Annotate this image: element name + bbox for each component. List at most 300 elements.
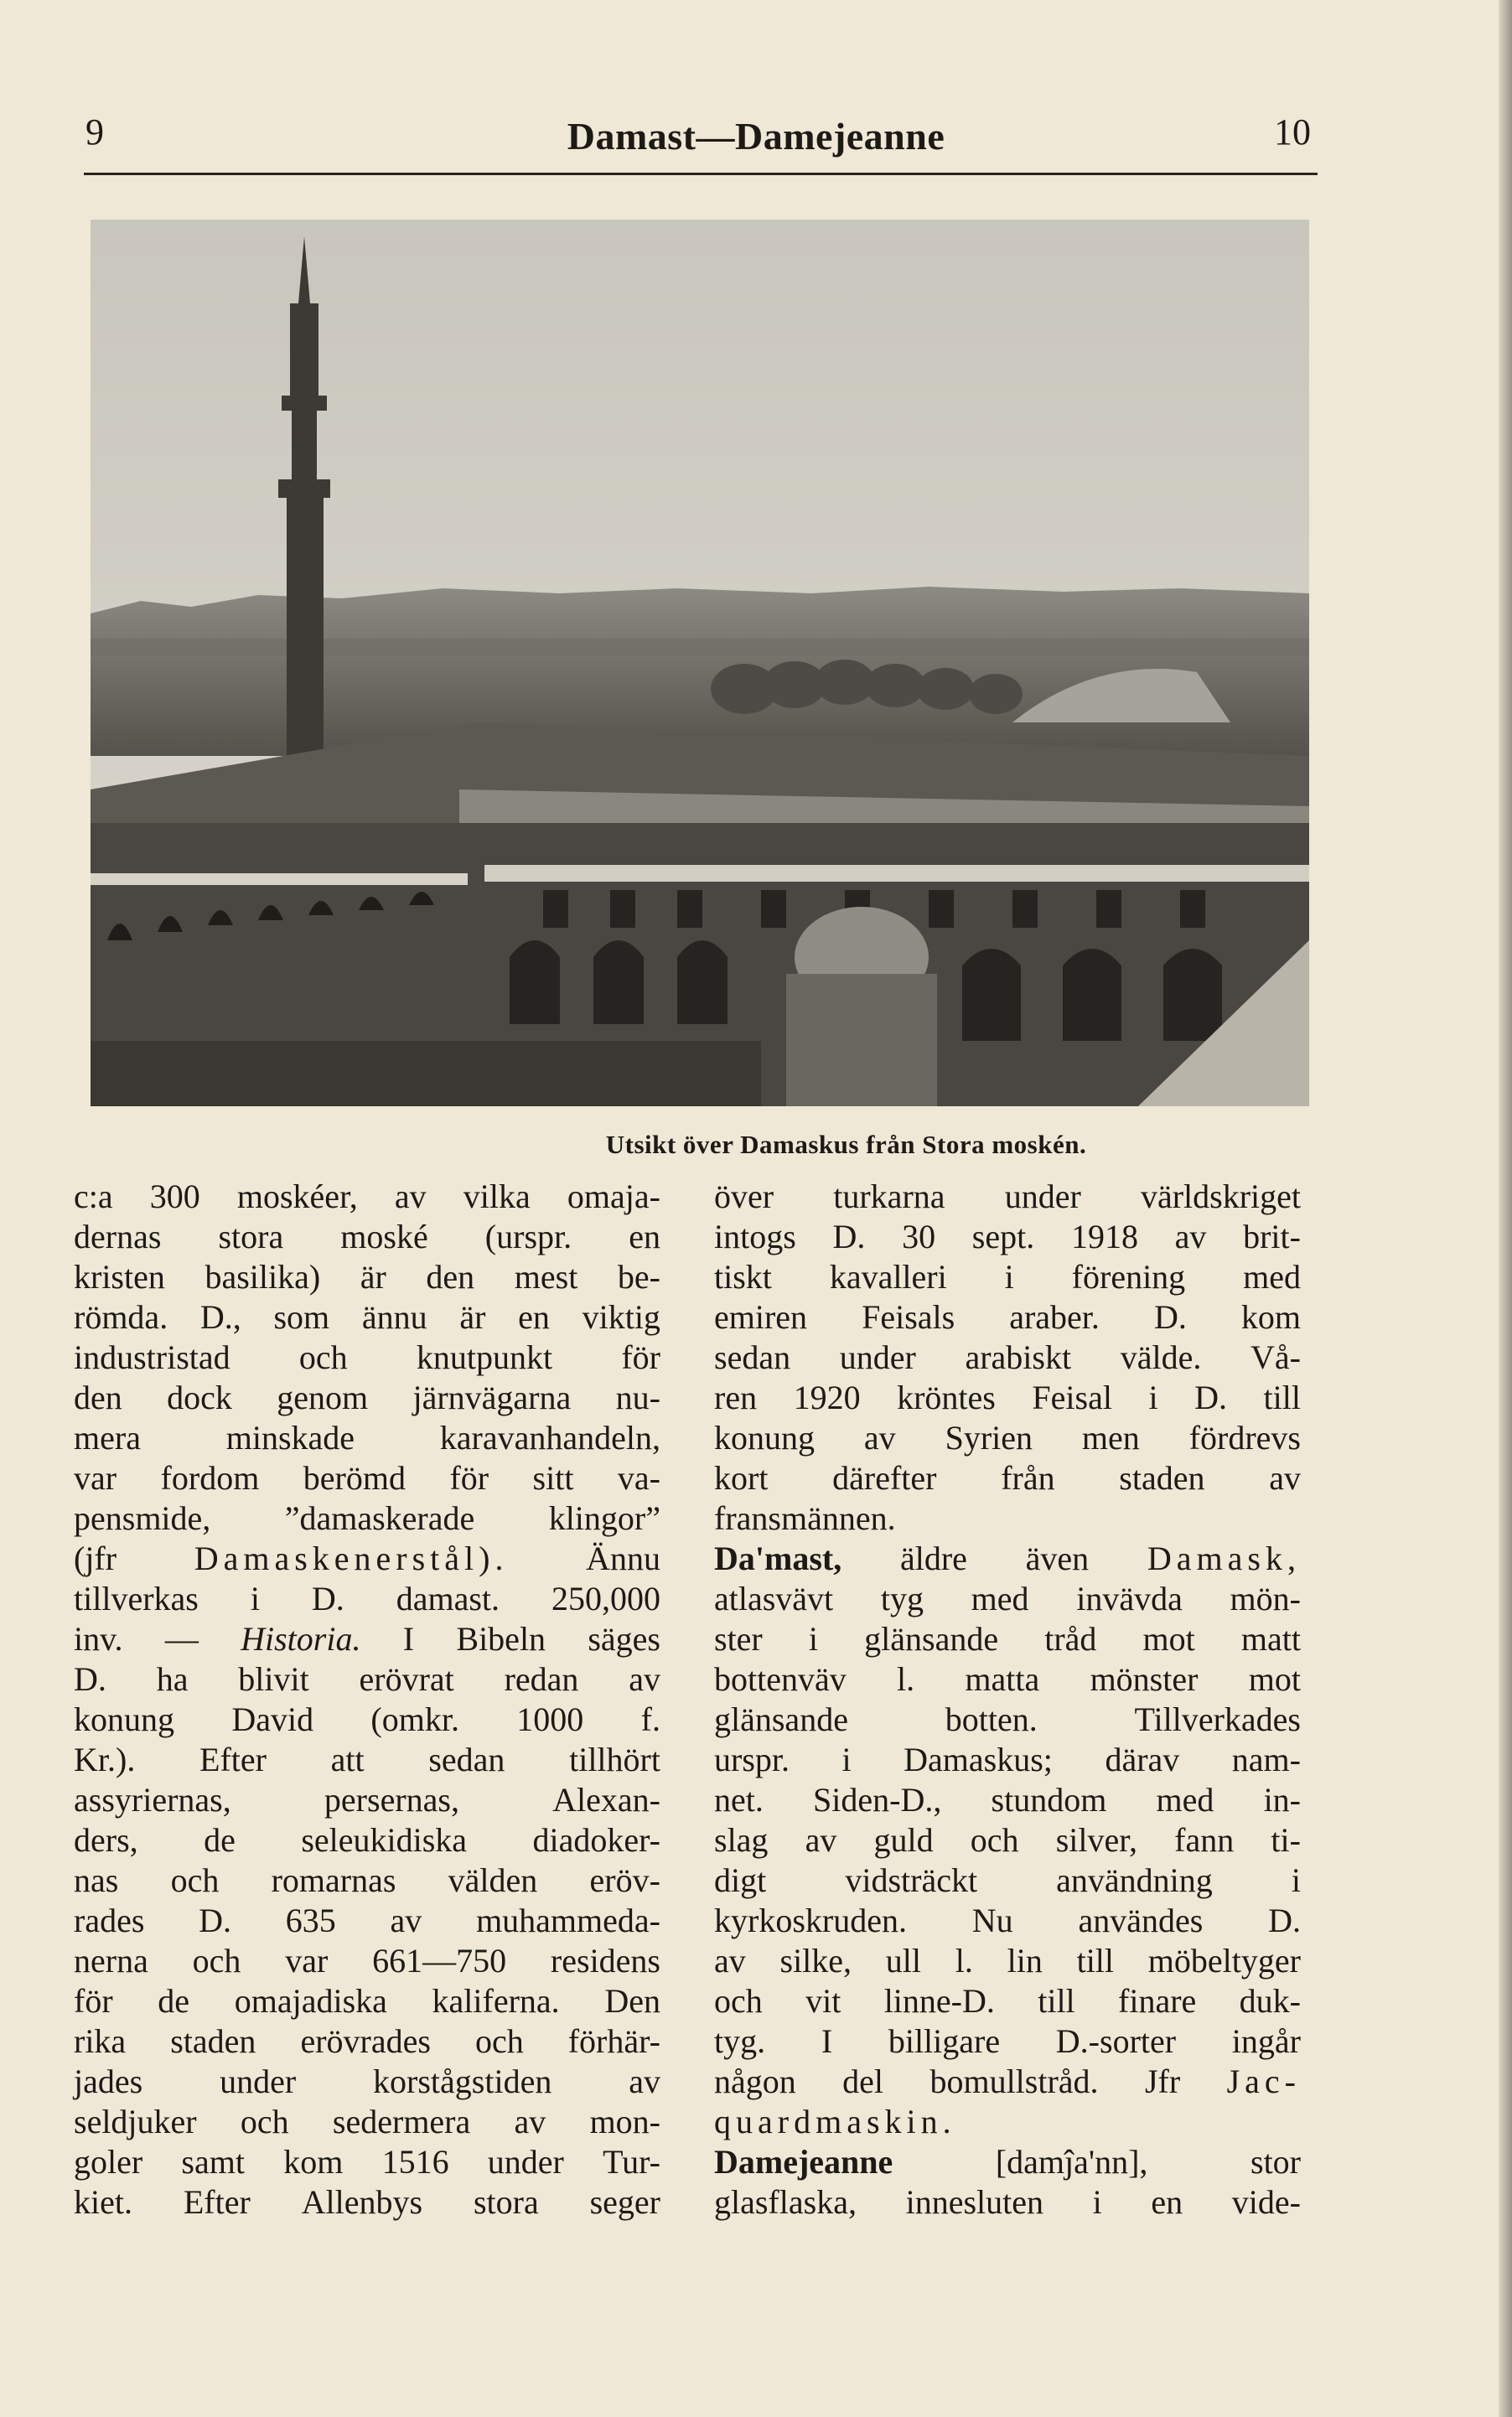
word: är (360, 1258, 386, 1296)
word: turkarna (833, 1177, 945, 1215)
text-line (714, 1659, 1301, 1700)
word: Efter (183, 2183, 251, 2221)
word: av (1174, 1218, 1207, 1255)
text-line (714, 1257, 1301, 1297)
text-line (714, 1458, 1301, 1498)
text-line (714, 1981, 1301, 2021)
word: kort (714, 1459, 769, 1497)
word: David (231, 1700, 314, 1738)
word: kröntes (897, 1379, 996, 1416)
word: glasflaska, (714, 2183, 857, 2221)
word: stundom (991, 1781, 1107, 1819)
text-line (714, 1217, 1301, 1257)
word: Damaskenerstål). (194, 1540, 509, 1577)
word: korstågstiden (373, 2062, 552, 2100)
word: silke, (779, 1942, 852, 1980)
word: förhär- (567, 2022, 660, 2060)
word: nam- (1231, 1741, 1301, 1778)
word: de (158, 1982, 190, 2020)
word: genom (277, 1379, 369, 1416)
word: del (842, 2062, 884, 2100)
word: i (1148, 1379, 1158, 1416)
word: eröv- (589, 1861, 660, 1899)
word: matta (965, 1660, 1040, 1698)
word: D. (311, 1580, 344, 1617)
word: basilika) (205, 1258, 321, 1296)
word: rika (74, 2022, 127, 2060)
word: och (298, 1338, 348, 1376)
word: till (1038, 1982, 1075, 2020)
text-column-left (74, 1177, 660, 2223)
word: tillhört (569, 1741, 660, 1778)
word: omaja- (567, 1177, 660, 1215)
word: mot (1248, 1660, 1301, 1698)
word: brit- (1243, 1218, 1301, 1255)
word: seger (589, 2183, 660, 2221)
word: 1516 (381, 2143, 449, 2181)
word: fördrevs (1188, 1419, 1301, 1457)
word: D., (199, 1298, 241, 1336)
text-line (74, 1418, 660, 1458)
word: sedan (714, 1338, 791, 1376)
word: äldre (899, 1540, 967, 1577)
word: de (204, 1821, 236, 1859)
word: till (1263, 1379, 1301, 1416)
word: intogs (714, 1218, 796, 1255)
text-line (74, 1861, 660, 1901)
word: omajadiska (234, 1982, 387, 2020)
word: förening (1071, 1258, 1186, 1296)
word: som (273, 1298, 330, 1336)
word: damast. (396, 1580, 500, 1617)
word: användes (1078, 1902, 1204, 1939)
word: 1920 (793, 1379, 861, 1416)
word: Ännu (586, 1540, 660, 1577)
word: mönster (1090, 1660, 1199, 1698)
text-column-right (714, 1177, 1301, 2223)
word: c:a (74, 1177, 113, 1215)
word: moskéer, (236, 1177, 358, 1215)
word: ster (714, 1620, 763, 1658)
word: sedan (428, 1741, 505, 1778)
word: innesluten (905, 2183, 1043, 2221)
word: och (240, 2103, 289, 2140)
text-line (74, 1217, 660, 1257)
word: av (394, 1177, 427, 1215)
word: under (487, 2143, 564, 2181)
word: mest (514, 1258, 578, 1296)
text-line (714, 1177, 1301, 1217)
text-line (714, 1740, 1301, 1780)
text-line (74, 1177, 660, 1217)
word: en (518, 1298, 550, 1336)
text-line (74, 1820, 660, 1861)
word: Allenbys (301, 2183, 423, 2221)
word: välde. (1120, 1338, 1202, 1376)
text-line (74, 1941, 660, 1981)
word: slag (714, 1821, 769, 1859)
word: Efter (199, 1741, 267, 1778)
word: billigare (888, 2022, 1001, 2060)
word: araber. (1009, 1298, 1100, 1336)
text-line (714, 1338, 1301, 1378)
word: var (74, 1459, 117, 1497)
word: stor (1251, 2143, 1301, 2181)
word: pensmide, (74, 1499, 211, 1537)
word: klingor” (548, 1499, 660, 1537)
word: vidsträckt (845, 1861, 978, 1899)
word: även (1025, 1540, 1090, 1577)
word: i (1004, 1258, 1014, 1296)
text-line (714, 2142, 1301, 2182)
page-edge (1499, 0, 1512, 2417)
word: i (1092, 2183, 1102, 2221)
word: den (74, 1379, 122, 1416)
word: med (1156, 1781, 1214, 1819)
word: staden (170, 2022, 256, 2060)
word: järnvägarna (412, 1379, 572, 1416)
word: kavalleri (829, 1258, 947, 1296)
word: 300 (149, 1177, 200, 1215)
word: stora (218, 1218, 284, 1255)
word: botten. (945, 1700, 1038, 1738)
text-line (74, 1498, 660, 1539)
word: seleukidiska (301, 1821, 468, 1859)
word: Jac- (1226, 2062, 1301, 2100)
word: 30 (902, 1218, 936, 1255)
word: sept. (971, 1218, 1035, 1255)
word: ders, (74, 1821, 138, 1859)
word: f. (640, 1700, 660, 1738)
text-line (74, 1981, 660, 2021)
word: glänsande (714, 1700, 848, 1738)
word: ”damaskerade (284, 1499, 475, 1537)
word: med (1243, 1258, 1301, 1296)
word: för (449, 1459, 489, 1497)
text-line (714, 2021, 1301, 2062)
word: mon- (589, 2103, 660, 2140)
word: av (863, 1419, 896, 1457)
text-line (74, 1619, 660, 1659)
word: karavanhandeln, (439, 1419, 660, 1457)
text-line (74, 1257, 660, 1297)
text-line (74, 2182, 660, 2223)
word: net. (714, 1781, 764, 1819)
word: möbeltyger (1147, 1942, 1301, 1980)
text-line (74, 1700, 660, 1740)
word: fann (1174, 1821, 1235, 1859)
text-line (74, 1579, 660, 1619)
text-line (74, 1780, 660, 1820)
word: för (621, 1338, 660, 1376)
word: Syrien (945, 1419, 1033, 1457)
word: va- (617, 1459, 660, 1497)
word: duk- (1239, 1982, 1301, 2020)
word: 635 (285, 1902, 336, 1939)
word: kom (283, 2143, 344, 2181)
word: D. (199, 1902, 232, 1939)
word: tiskt (714, 1258, 772, 1296)
word: i (841, 1741, 852, 1778)
word: staden (1119, 1459, 1205, 1497)
word: Feisals (862, 1298, 955, 1336)
word: i (250, 1580, 260, 1617)
text-line (714, 1901, 1301, 1941)
word: konung (74, 1700, 174, 1738)
word: konung (714, 1419, 815, 1457)
text-line (714, 2102, 1301, 2142)
word: mera (74, 1419, 141, 1457)
text-line (74, 1659, 660, 1700)
word: en (1151, 2183, 1183, 2221)
word: vide- (1231, 2183, 1301, 2221)
text-line (714, 2182, 1301, 2223)
word: dernas (74, 1218, 162, 1255)
word: D. (832, 1218, 866, 1255)
word: (jfr (74, 1540, 117, 1577)
word: och (970, 1821, 1019, 1859)
word: Damask, (1147, 1540, 1301, 1577)
word: därefter (832, 1459, 937, 1497)
word: användning (1056, 1861, 1213, 1899)
word: kyrkoskruden. (714, 1902, 907, 1939)
word: sedermera (332, 2103, 471, 2140)
word: arabiskt (965, 1338, 1072, 1376)
word: 661—750 (372, 1942, 507, 1980)
word: av (629, 1660, 660, 1698)
word: ti- (1271, 1821, 1301, 1859)
word: assyriernas, (74, 1781, 231, 1819)
word: nu- (615, 1379, 660, 1416)
word: Nu (971, 1902, 1013, 1939)
word: finare (1118, 1982, 1197, 2020)
word: och (170, 1861, 220, 1899)
word: ingår (1231, 2022, 1301, 2060)
word: erövrat (359, 1660, 454, 1698)
text-line (74, 2021, 660, 2062)
word: [damĵa'nn], (995, 2143, 1148, 2181)
text-line (714, 1700, 1301, 1740)
page-number-right: 10 (1274, 111, 1311, 153)
running-head-title: Damast—Damejeanne (567, 115, 945, 158)
word: viktig (582, 1298, 660, 1336)
text-line (74, 2102, 660, 2142)
word: Alexan- (552, 1781, 660, 1819)
word: inv. (74, 1620, 123, 1658)
text-line (74, 2142, 660, 2182)
text-line (74, 2062, 660, 2102)
word: fransmännen. (714, 1499, 896, 1537)
word: till (1076, 1942, 1115, 1980)
word: 250,000 (551, 1580, 660, 1617)
word: nerna (74, 1942, 148, 1980)
word: rades (74, 1902, 145, 1939)
word: därav (1105, 1741, 1180, 1778)
word: D.-sorter (1055, 2022, 1177, 2060)
word: ull (885, 1942, 922, 1980)
word: säges (588, 1620, 660, 1658)
word: nas (74, 1861, 119, 1899)
word: och (474, 2022, 524, 2060)
word: i (1291, 1861, 1301, 1899)
word: av (629, 2062, 660, 2100)
word: invävda (1076, 1580, 1183, 1617)
word: av (805, 1821, 837, 1859)
word: atlasvävt (714, 1580, 834, 1617)
word: världskriget (1140, 1177, 1301, 1215)
word: kristen (74, 1258, 165, 1296)
word: Bibeln (456, 1620, 546, 1658)
word: guld (873, 1821, 934, 1859)
word: be- (617, 1258, 660, 1296)
word: glänsande (864, 1620, 999, 1658)
word: någon (714, 2062, 796, 2100)
word: blivit (238, 1660, 309, 1698)
text-line (714, 1378, 1301, 1418)
word: i (808, 1620, 819, 1658)
word: matt (1240, 1620, 1301, 1658)
word: bomullstråd. (929, 2062, 1099, 2100)
word: D. (74, 1660, 106, 1698)
word: Historia. (241, 1620, 361, 1658)
word: men (1081, 1419, 1140, 1457)
word: var (285, 1942, 329, 1980)
word: digt (714, 1861, 767, 1899)
word: minskade (225, 1419, 355, 1457)
header-rule (84, 173, 1318, 175)
text-line (714, 2062, 1301, 2102)
word: (omkr. (370, 1700, 459, 1738)
word: fordom (160, 1459, 260, 1497)
page-number-left: 9 (85, 111, 104, 153)
word: Siden-D., (813, 1781, 942, 1819)
word: seldjuker (74, 2103, 197, 2140)
word: urspr. (714, 1741, 790, 1778)
word: vit (805, 1982, 841, 2020)
word: redan (504, 1660, 579, 1698)
word: att (330, 1741, 365, 1778)
figure-caption-text: Utsikt över Damaskus från Stora moskén. (605, 1130, 1087, 1159)
word: residens (550, 1942, 660, 1980)
text-line (714, 1780, 1301, 1820)
text-line (714, 1498, 1301, 1539)
text-line (74, 1740, 660, 1780)
figure-caption (0, 1130, 1512, 1160)
word: I (402, 1620, 415, 1658)
word: kaliferna. (432, 1982, 560, 2020)
word: för (74, 1982, 113, 2020)
word: av (1269, 1459, 1301, 1497)
word: ännu (361, 1298, 427, 1336)
word: en (629, 1218, 660, 1255)
word: och (192, 1942, 241, 1980)
text-line (714, 1579, 1301, 1619)
word: jades (74, 2062, 143, 2100)
word: vilka (463, 1177, 531, 1215)
text-line (714, 1619, 1301, 1659)
word: Jfr (1144, 2062, 1181, 2100)
word: av (390, 1902, 422, 1939)
word: Den (604, 1982, 660, 2020)
word: lin (1007, 1942, 1043, 1980)
word: — (164, 1620, 199, 1658)
word: D. (1153, 1298, 1187, 1336)
word: är (459, 1298, 486, 1336)
word: knutpunkt (416, 1338, 553, 1376)
word: Damaskus; (904, 1741, 1053, 1778)
word: muhammeda- (476, 1902, 660, 1939)
word: l. (955, 1942, 973, 1980)
word: med (971, 1580, 1029, 1617)
word: Da'mast, (714, 1540, 842, 1577)
word: berömd (303, 1459, 406, 1497)
word: I (821, 2022, 833, 2060)
word: under (839, 1338, 916, 1376)
word: av (714, 1942, 746, 1980)
text-line (714, 1861, 1301, 1901)
word: persernas, (324, 1781, 459, 1819)
word: ha (156, 1660, 189, 1698)
text-line (74, 1458, 660, 1498)
word: under (1004, 1177, 1081, 1215)
text-line (74, 1338, 660, 1378)
word: välden (448, 1861, 538, 1899)
text-line (714, 1418, 1301, 1458)
word: industristad (74, 1338, 230, 1376)
word: erövrades (300, 2022, 431, 2060)
word: goler (74, 2143, 143, 2181)
word: emiren (714, 1298, 808, 1336)
word: l. (897, 1660, 915, 1698)
text-line (714, 1297, 1301, 1338)
word: kiet. (74, 2183, 132, 2221)
text-line (714, 1820, 1301, 1861)
text-line (714, 1941, 1301, 1981)
word: över (714, 1177, 774, 1215)
word: römda. (74, 1298, 168, 1336)
word: silver, (1055, 1821, 1137, 1859)
word: tråd (1044, 1620, 1097, 1658)
word: 1000 (516, 1700, 584, 1738)
photograph-damascus-view (91, 220, 1309, 1106)
text-line (74, 1378, 660, 1418)
word: Tur- (603, 2143, 660, 2181)
text-line (74, 1297, 660, 1338)
word: quardmaskin. (714, 2103, 956, 2140)
word: mön- (1230, 1580, 1301, 1617)
word: 1918 (1070, 1218, 1138, 1255)
word: D. (1194, 1379, 1227, 1416)
word: den (426, 1258, 475, 1296)
word: bottenväv (714, 1660, 847, 1698)
word: av (514, 2103, 546, 2140)
word: linne-D. (883, 1982, 995, 2020)
word: Tillverkades (1134, 1700, 1301, 1738)
word: tyg. (714, 2022, 766, 2060)
word: in- (1263, 1781, 1301, 1819)
word: dock (167, 1379, 232, 1416)
word: (urspr. (484, 1218, 572, 1255)
word: och (714, 1982, 763, 2020)
word: under (220, 2062, 297, 2100)
word: samt (181, 2143, 245, 2181)
word: Kr.). (74, 1741, 136, 1778)
word: Vå- (1251, 1338, 1301, 1376)
word: tyg (880, 1580, 924, 1617)
word: moské (340, 1218, 428, 1255)
word: mot (1142, 1620, 1195, 1658)
word: diadoker- (532, 1821, 660, 1859)
